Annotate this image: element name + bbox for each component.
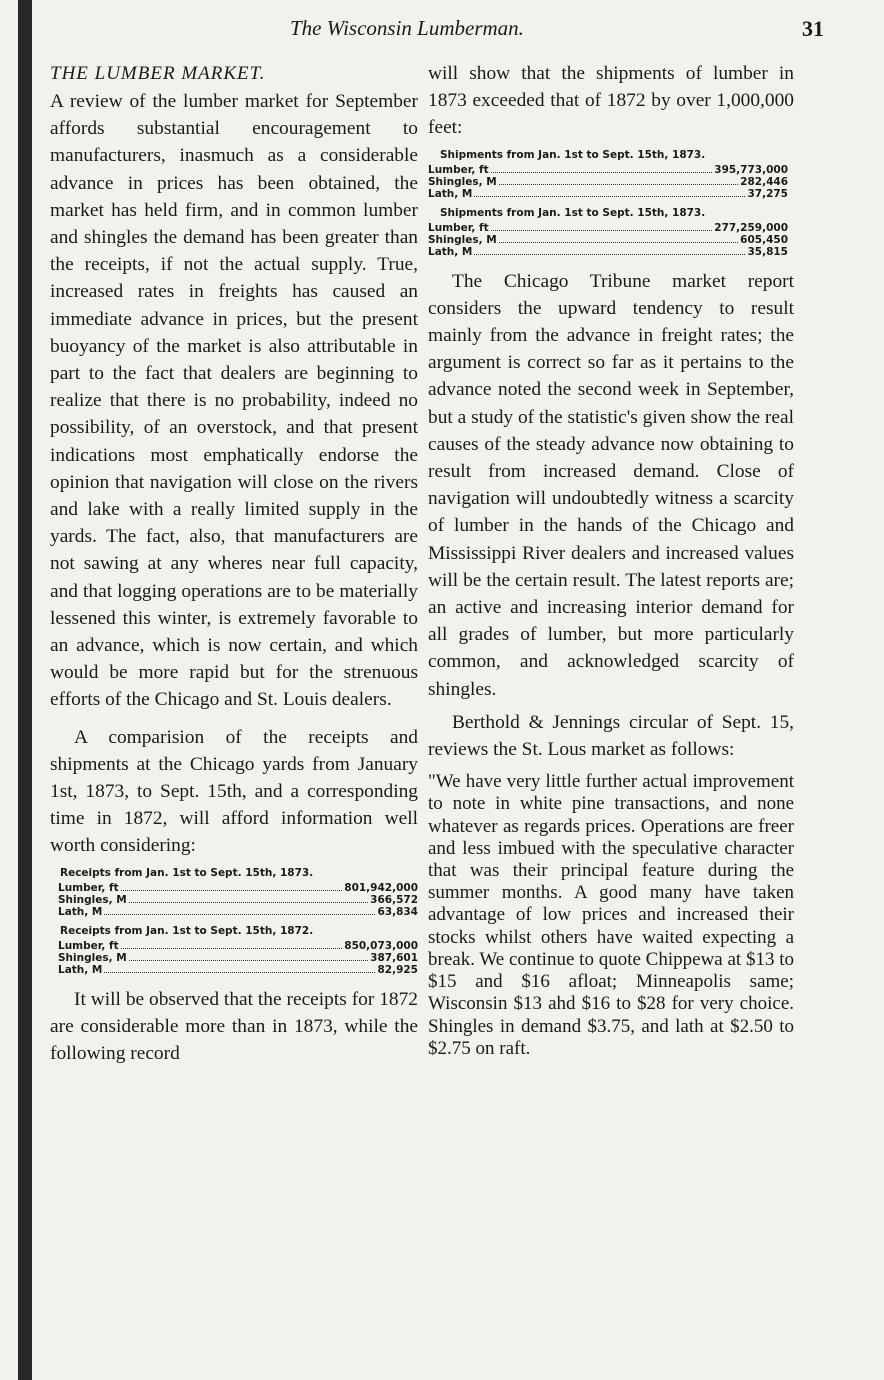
table-row: Lath, M 82,925 [58, 963, 418, 976]
page-number: 31 [802, 16, 824, 41]
table-row: Lumber, ft 277,259,000 [428, 221, 788, 234]
running-head: The Wisconsin Lumberman. [290, 16, 524, 40]
table-row: Lath, M 63,834 [58, 905, 418, 918]
right-column [428, 60, 794, 1060]
table-row: Shingles, M 366,572 [58, 893, 418, 906]
shipments-1873-title: Shipments from Jan. 1st to Sept. 15th, 1873. [440, 148, 706, 161]
right-paragraph-2: The Chicago Tribune market report considers the upward tendency to result mainly from the advance in freight rates; the argument is correct so far as it pertains to the advance noted the second week in September, but a study of the statistic's given show the real causes of the steady advance now obtaining to result from increased demand. Close of navigation will undoubtedly witness a scarcity of lumber in the hands of the Chicago and Mississippi River dealers and increased values will be the certain result. The latest reports are; an active and increasing interior demand for all grades of lumber, but more particularly common, and acknowledged scarcity of shingles. [428, 270, 794, 700]
right-paragraph-1: will show that the shipments of lumber in 1873 exceeded that of 1872 by over 1,000,000 feet: [428, 63, 794, 139]
table-row: Lumber, ft 395,773,000 [428, 163, 788, 176]
left-column [50, 60, 418, 1067]
receipts-1872-title: Receipts from Jan. 1st to Sept. 15th, 1872. [60, 924, 314, 937]
table-row: Shingles, M 282,446 [428, 175, 788, 188]
table-row: Lumber, ft 801,942,000 [58, 881, 418, 894]
table-row: Lath, M 37,275 [428, 187, 788, 200]
shipments-1873-table [428, 164, 788, 200]
table-row: Shingles, M 387,601 [58, 951, 418, 964]
page-header [60, 16, 824, 46]
receipts-1872-table [58, 940, 418, 976]
table-row: Lumber, ft 850,073,000 [58, 939, 418, 952]
left-paragraph-3: It will be observed that the receipts for 1872 are considerable more than in 1873, while the following record [50, 988, 418, 1065]
receipts-1873-title: Receipts from Jan. 1st to Sept. 15th, 1873. [60, 866, 314, 879]
market-circular-quote: "We have very little further actual improvement to note in white pine transactions, and none whatever as regards prices. Operations are freer and less imbued with the speculative character that was their principal feature during the summer months. A good many have taken advantage of low prices and increased their stocks whilst others have waited expecting a break. We continue to quote Chippewa at $13 to $15 and $16 afloat; Minneapolis same; Wisconsin $13 ahd $16 to $28 for very choice. Shingles in demand $3.75, and lath at $2.50 to $2.75 on raft. [428, 771, 794, 1059]
shipments-second-table [428, 222, 788, 258]
left-paragraph-2: A comparision of the receipts and shipments at the Chicago yards from January 1st, 1873, to Sept. 15th, and a corresponding time in 1872, will afford information well worth considering: [50, 726, 418, 857]
right-paragraph-3: Berthold & Jennings circular of Sept. 15, reviews the St. Lous market as follows: [428, 711, 794, 761]
page-binding-edge [18, 0, 32, 1380]
left-paragraph-1: A review of the lumber market for September affords substantial encouragement to manufacturers, inasmuch as a considerable advance in prices has been obtained, the market has held firm, and in common lumber and shingles the demand has been greater than the receipts, if not the actual supply. True, increased rates in freights has caused an immediate advance in prices, but the present buoyancy of the market is also attributable in part to the fact that dealers are beginning to realize that there is no probability, indeed no possibility, of an overstock, and that present indications most emphatically endorse the opinion that navigation will close on the rivers and lake with a really limited supply in the yards. The fact, also, that manufacturers are not sawing at any wheres near full capacity, and that logging operations are to be materially lessened this winter, is extremely favorable to an advance, which is now certain, and which would be more rapid but for the strenuous efforts of the Chicago and St. Louis dealers. [50, 91, 418, 711]
table-row: Lath, M 35,815 [428, 245, 788, 258]
receipts-1873-table [58, 882, 418, 918]
shipments-second-title: Shipments from Jan. 1st to Sept. 15th, 1873. [440, 206, 706, 219]
table-row: Shingles, M 605,450 [428, 233, 788, 246]
section-title: THE LUMBER MARKET. [50, 63, 266, 84]
